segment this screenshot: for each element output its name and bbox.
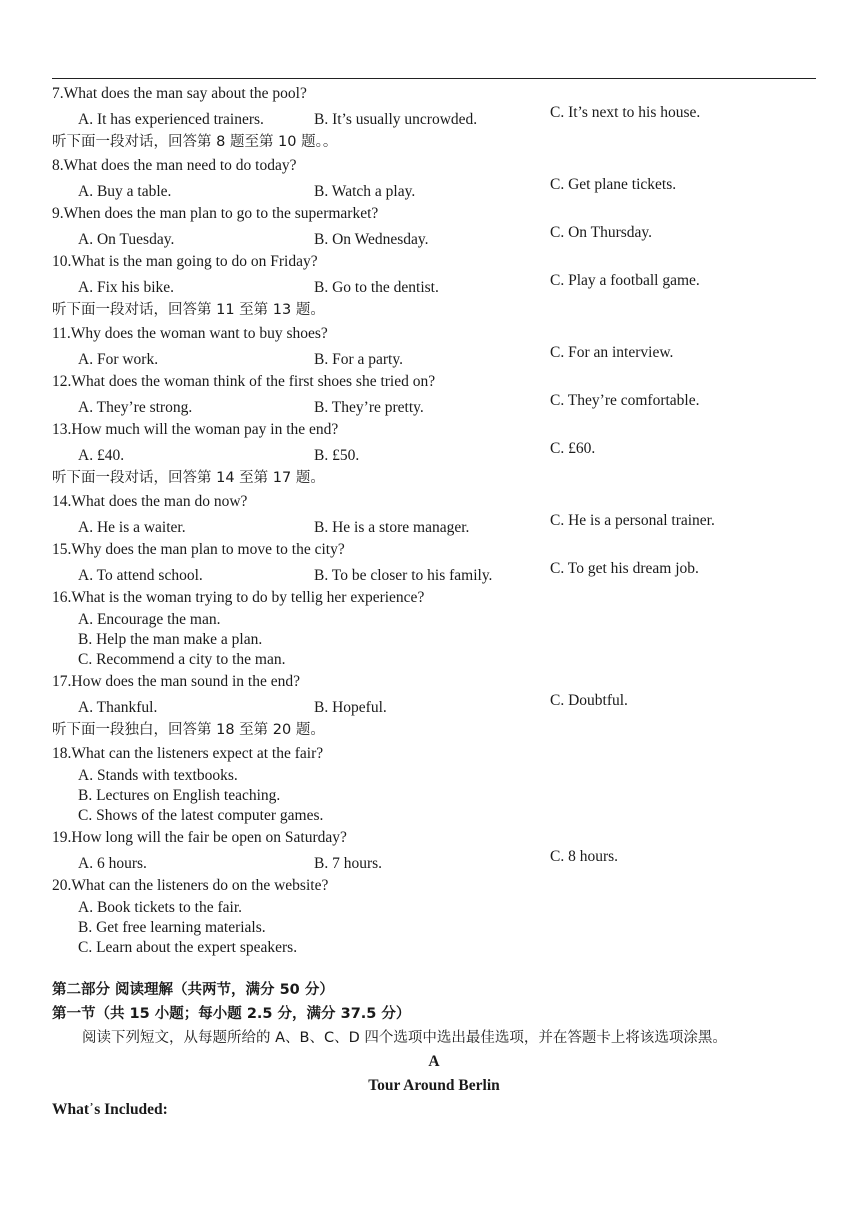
option-c: C. £60. xyxy=(550,440,596,457)
option-c: C. Recommend a city to the man. xyxy=(78,651,286,668)
option-a: A. Encourage the man. xyxy=(78,611,221,628)
question-options xyxy=(52,694,816,718)
option-a: A. Book tickets to the fair. xyxy=(78,899,243,916)
question-options xyxy=(52,106,816,130)
listening-instruction: 听下面一段独白，回答第 18 至第 20 题。 xyxy=(52,722,325,738)
exam-page xyxy=(52,82,816,1122)
option-c: C. Get plane tickets. xyxy=(550,176,677,193)
option-a: A. Fix his bike. xyxy=(78,279,175,296)
question-options xyxy=(52,442,816,466)
option-b: B. On Wednesday. xyxy=(314,231,429,248)
option-c: C. 8 hours. xyxy=(550,848,619,865)
listening-instruction: 听下面一段对话，回答第 14 至第 17 题。 xyxy=(52,470,325,486)
question-stem: 18.What can the listeners expect at the fair? xyxy=(52,745,324,762)
option-c: C. Learn about the expert speakers. xyxy=(78,939,298,956)
option-a: A. Buy a table. xyxy=(78,183,172,200)
question-stem: 17.How does the man sound in the end? xyxy=(52,673,300,690)
option-a: A. For work. xyxy=(78,351,159,368)
question-stem: 14.What does the man do now? xyxy=(52,493,248,510)
question-options xyxy=(52,394,816,418)
option-c: C. It’s next to his house. xyxy=(550,104,701,121)
question-options xyxy=(52,274,816,298)
question-stem: 13.How much will the woman pay in the end? xyxy=(52,421,339,438)
option-b: B. He is a store manager. xyxy=(314,519,470,536)
question-stem: 8.What does the man need to do today? xyxy=(52,157,297,174)
listening-instruction: 听下面一段对话，回答第 11 至第 13 题。 xyxy=(52,302,325,318)
option-b: B. They’re pretty. xyxy=(314,399,424,416)
question-options xyxy=(52,346,816,370)
option-b: B. Get free learning materials. xyxy=(78,919,266,936)
option-b: B. Go to the dentist. xyxy=(314,279,439,296)
question-stem: 7.What does the man say about the pool? xyxy=(52,85,307,102)
included-label: What᾿s Included: xyxy=(52,1101,168,1118)
option-c: C. To get his dream job. xyxy=(550,560,699,577)
option-b: B. £50. xyxy=(314,447,360,464)
option-c: C. Doubtful. xyxy=(550,692,628,709)
question-options xyxy=(52,178,816,202)
option-c: C. On Thursday. xyxy=(550,224,653,241)
question-stem: 12.What does the woman think of the first shoes she tried on? xyxy=(52,373,436,390)
reading-directions: 阅读下列短文，从每题所给的 A、B、C、D 四个选项中选出最佳选项，并在答题卡上将该选项涂黑。 xyxy=(82,1030,727,1046)
option-a: A. £40. xyxy=(78,447,125,464)
question-stem: 15.Why does the man plan to move to the city? xyxy=(52,541,345,558)
option-c: C. Shows of the latest computer games. xyxy=(78,807,324,824)
option-b: B. For a party. xyxy=(314,351,403,368)
question-stem: 16.What is the woman trying to do by tellig her experience? xyxy=(52,589,425,606)
question-options xyxy=(52,514,816,538)
option-a: A. He is a waiter. xyxy=(78,519,186,536)
option-c: C. He is a personal trainer. xyxy=(550,512,715,529)
question-stem: 20.What can the listeners do on the website? xyxy=(52,877,329,894)
option-b: B. Lectures on English teaching. xyxy=(78,787,281,804)
question-stem: 9.When does the man plan to go to the supermarket? xyxy=(52,205,379,222)
question-options xyxy=(52,226,816,250)
option-c: C. They’re comfortable. xyxy=(550,392,700,409)
header-rule xyxy=(52,78,816,79)
question-stem: 19.How long will the fair be open on Saturday? xyxy=(52,829,347,846)
option-a: A. 6 hours. xyxy=(78,855,147,872)
question-options xyxy=(52,562,816,586)
question-options xyxy=(52,850,816,874)
option-b: B. 7 hours. xyxy=(314,855,383,872)
section-title: 第一节（共 15 小题；每小题 2.5 分，满分 37.5 分） xyxy=(52,1006,411,1022)
option-b: B. To be closer to his family. xyxy=(314,567,493,584)
passage-letter: A xyxy=(428,1053,440,1070)
option-a: A. Thankful. xyxy=(78,699,158,716)
option-c: C. Play a football game. xyxy=(550,272,700,289)
option-a: A. They’re strong. xyxy=(78,399,193,416)
question-stem: 11.Why does the woman want to buy shoes? xyxy=(52,325,328,342)
spacer xyxy=(52,958,816,978)
passage-title: Tour Around Berlin xyxy=(368,1077,500,1094)
option-a: A. Stands with textbooks. xyxy=(78,767,238,784)
part-title: 第二部分 阅读理解（共两节，满分 50 分） xyxy=(52,982,334,998)
option-c: C. For an interview. xyxy=(550,344,674,361)
option-a: A. To attend school. xyxy=(78,567,203,584)
listening-instruction: 听下面一段对话，回答第 8 题至第 10 题。。 xyxy=(52,134,338,150)
option-a: A. On Tuesday. xyxy=(78,231,175,248)
question-stem: 10.What is the man going to do on Friday? xyxy=(52,253,318,270)
option-a: A. It has experienced trainers. xyxy=(78,111,264,128)
option-b: B. Help the man make a plan. xyxy=(78,631,263,648)
option-b: B. It’s usually uncrowded. xyxy=(314,111,478,128)
option-b: B. Watch a play. xyxy=(314,183,416,200)
option-b: B. Hopeful. xyxy=(314,699,387,716)
